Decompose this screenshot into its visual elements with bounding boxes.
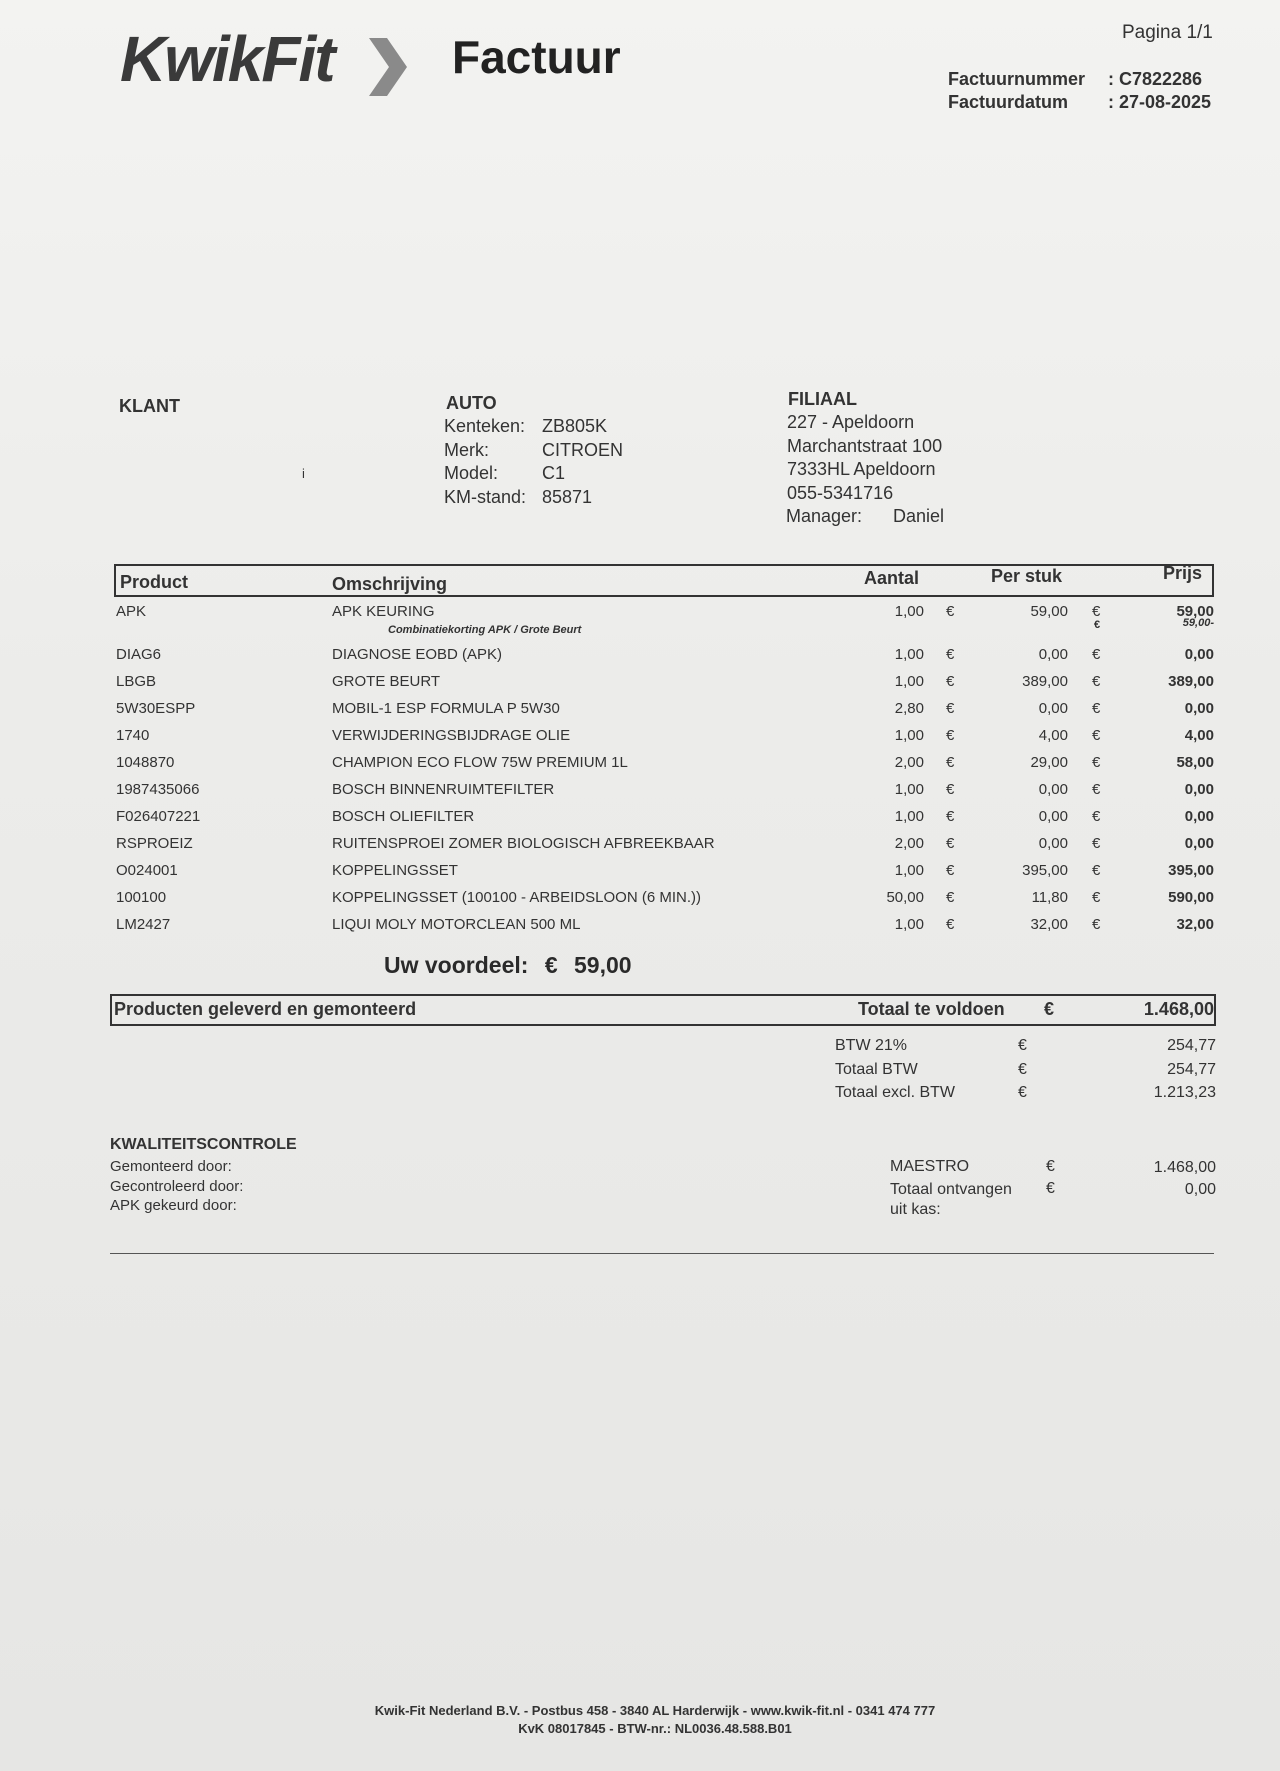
line-price: 389,00 [1168,673,1214,690]
unit-price: 0,00 [1038,808,1068,825]
line-price: 0,00 [1184,646,1214,663]
table-row [0,603,1280,623]
auto-heading: AUTO [446,393,497,413]
gecontroleerd-label: Gecontroleerd door: [110,1177,244,1195]
total-excl-label: Totaal excl. BTW [835,1084,956,1101]
manager-name: Daniel [893,506,945,526]
currency-symbol: € [946,781,955,798]
currency-symbol: € [1092,889,1101,906]
filiaal-address [787,411,942,505]
voordeel-amount: 59,00 [574,952,632,978]
quantity: 1,00 [894,603,924,620]
unit-price: 11,80 [1031,889,1068,906]
quantity: 1,00 [894,862,924,879]
currency-symbol: € [1092,646,1101,663]
quantity: 1,00 [894,916,924,933]
product-description: VERWIJDERINGSBIJDRAGE OLIE [332,727,571,744]
discount-note: Combinatiekorting APK / Grote Beurt [388,624,582,636]
line-price: 59,00 [1176,603,1214,620]
currency-symbol: € [1092,916,1101,933]
invoice-number-label: Factuurnummer [948,69,1086,89]
product-description: MOBIL-1 ESP FORMULA P 5W30 [332,700,560,717]
filiaal-phone: 055-5341716 [787,482,894,503]
delivered-label: Producten geleverd en gemonteerd [114,999,417,1019]
product-code: 5W30ESPP [116,700,196,717]
currency-symbol: € [946,603,955,620]
total-vat-label: Totaal BTW [835,1060,918,1078]
unit-price: 0,00 [1038,781,1068,798]
product-code: RSPROEIZ [116,835,193,852]
currency-symbol: € [946,889,955,906]
line-price: 0,00 [1184,781,1214,798]
quantity: 2,80 [894,700,924,717]
product-code: 1740 [116,727,150,744]
auto-labels [444,415,526,509]
unit-price: 0,00 [1038,646,1068,663]
manager-label: Manager: [786,506,863,526]
discount-amount: 59,00- [1182,617,1214,629]
line-price: 0,00 [1184,835,1214,852]
product-description: KOPPELINGSSET (100100 - ARBEIDSLOON (6 MIN.)) [332,889,702,906]
quantity: 1,00 [894,727,924,744]
line-price: 0,00 [1184,808,1214,825]
voordeel-currency: € [544,952,558,978]
vat-values [1100,1034,1216,1105]
unit-price: 32,00 [1030,916,1068,933]
quantity: 50,00 [886,889,924,906]
vat-value: 254,77 [1167,1037,1216,1054]
unit-price: 59,00 [1030,603,1068,620]
product-code: F026407221 [116,808,201,825]
currency-symbol: € [1092,808,1101,825]
currency-symbol: € [1092,835,1101,852]
voordeel-label: Uw voordeel: [384,952,529,978]
currency-symbol: € [946,673,955,690]
product-description: KOPPELINGSSET [332,862,458,879]
currency-symbol: € [1092,700,1101,717]
currency-symbol: € [1018,1060,1027,1078]
received-label-line: uit kas: [890,1201,941,1218]
filiaal-line: 7333HL Apeldoorn [787,459,936,479]
unit-price: 0,00 [1038,700,1068,717]
col-product: Product [120,572,189,592]
currency-symbol: € [1092,781,1101,798]
product-description: DIAGNOSE EOBD (APK) [332,646,503,663]
col-aantal: Aantal [864,568,920,588]
km-stand-label: KM-stand: [444,486,527,507]
currency-symbol: € [946,646,955,663]
line-price: 4,00 [1184,727,1214,744]
line-price: 590,00 [1168,889,1214,906]
table-row [0,700,1280,720]
total-amount: 1.468,00 [1143,999,1214,1019]
line-price: 0,00 [1184,700,1214,717]
page-title: Factuur [452,31,621,83]
klant-mark: i [302,466,305,481]
vat-currency [1018,1034,1027,1105]
payment-method: MAESTRO [890,1158,970,1175]
logo-chevron-icon [365,36,411,98]
kwaliteit-lines [110,1157,243,1216]
table-row [0,754,1280,774]
page-number: Pagina 1/1 [1122,22,1213,43]
invoice-date: : 27-08-2025 [1108,92,1212,112]
col-prijs: Prijs [1163,563,1203,583]
quantity: 1,00 [894,646,924,663]
payment-amount: 1.468,00 [1153,1159,1216,1176]
currency-symbol: € [1018,1037,1027,1054]
invoice-number: : C7822286 [1108,69,1203,89]
model-value: C1 [542,463,566,483]
currency-symbol: € [1092,673,1101,690]
invoice-date-label: Factuurdatum [948,92,1069,112]
quantity: 1,00 [894,808,924,825]
unit-price: 389,00 [1022,673,1068,690]
table-row [0,889,1280,909]
product-code: 100100 [116,889,167,906]
km-stand-value: 85871 [542,486,593,507]
table-row [0,835,1280,855]
received-amount: 0,00 [1184,1181,1216,1198]
currency-symbol: € [946,727,955,744]
line-price: 32,00 [1176,916,1214,933]
product-code: DIAG6 [116,646,162,663]
received-label [890,1180,1012,1220]
product-description: APK KEURING [332,603,435,620]
product-code: LBGB [116,673,157,690]
currency-symbol: € [1092,603,1101,620]
filiaal-line: Marchantstraat 100 [787,435,943,456]
gemonteerd-label: Gemonteerd door: [110,1158,232,1175]
vat-label: BTW 21% [835,1037,908,1054]
model-label: Model: [444,463,499,483]
received-currency: € [1046,1180,1055,1197]
quantity: 2,00 [894,835,924,852]
currency-symbol: € [1092,727,1101,744]
kenteken-label: Kenteken: [444,416,526,436]
klant-heading: KLANT [119,396,180,416]
vat-labels [835,1034,955,1105]
kenteken-value: ZB805K [542,416,608,436]
received-label-line: Totaal ontvangen [890,1181,1012,1198]
table-row [0,808,1280,828]
currency-symbol: € [946,754,955,771]
product-code: LM2427 [116,916,171,933]
table-row [0,862,1280,882]
product-description: LIQUI MOLY MOTORCLEAN 500 ML [332,916,581,933]
unit-price: 29,00 [1030,754,1068,771]
product-description: RUITENSPROEI ZOMER BIOLOGISCH AFBREEKBAAR [332,835,715,852]
table-row [0,781,1280,801]
product-code: 1987435066 [116,781,200,798]
total-excl-value: 1.213,23 [1153,1084,1216,1101]
unit-price: 4,00 [1038,727,1068,744]
line-price: 395,00 [1168,862,1214,879]
table-row [0,646,1280,666]
currency-symbol: € [1018,1084,1027,1101]
table-row [0,916,1280,936]
product-description: GROTE BEURT [332,673,441,690]
auto-values [542,415,623,509]
currency-symbol: € [946,835,955,852]
filiaal-heading: FILIAAL [788,389,857,409]
product-description: CHAMPION ECO FLOW 75W PREMIUM 1L [332,754,628,771]
col-per-stuk: Per stuk [991,566,1063,586]
product-description: BOSCH OLIEFILTER [332,808,475,825]
quantity: 1,00 [894,673,924,690]
footer-line-1: Kwik-Fit Nederland B.V. - Postbus 458 - 3840 AL Harderwijk - www.kwik-fit.nl - 0341 474 777 [374,1703,936,1718]
merk-value: CITROEN [542,439,623,460]
apk-gekeurd-label: APK gekeurd door: [110,1197,237,1214]
table-row [0,673,1280,693]
footer-line-2: KvK 08017845 - BTW-nr.: NL0036.48.588.B01 [518,1721,792,1736]
unit-price: 395,00 [1022,862,1068,879]
merk-label: Merk: [444,439,489,460]
payment-currency: € [1046,1158,1055,1175]
quantity: 1,00 [894,781,924,798]
currency-symbol: € [946,916,955,933]
product-code: 1048870 [116,754,175,771]
quantity: 2,00 [894,754,924,771]
currency-symbol: € [946,700,955,717]
currency-symbol: € [946,862,955,879]
col-omschrijving: Omschrijving [332,574,448,594]
product-description: BOSCH BINNENRUIMTEFILTER [332,781,555,798]
total-vat-value: 254,77 [1167,1060,1216,1078]
kwaliteit-heading: KWALITEITSCONTROLE [110,1136,297,1153]
total-currency: € [1044,999,1055,1019]
currency-symbol: € [1092,862,1101,879]
unit-price: 0,00 [1038,835,1068,852]
table-row [0,727,1280,747]
product-code: O024001 [116,862,178,879]
voordeel [384,952,632,979]
currency-symbol: € [1092,754,1101,771]
brand-logo: KwikFit [120,23,334,95]
filiaal-line: 227 - Apeldoorn [787,412,915,432]
product-code: APK [116,603,147,620]
total-label: Totaal te voldoen [858,999,1005,1019]
line-price: 58,00 [1176,754,1214,771]
currency-symbol: € [946,808,955,825]
divider-line [110,1253,1214,1254]
currency-symbol: € [1094,619,1101,631]
